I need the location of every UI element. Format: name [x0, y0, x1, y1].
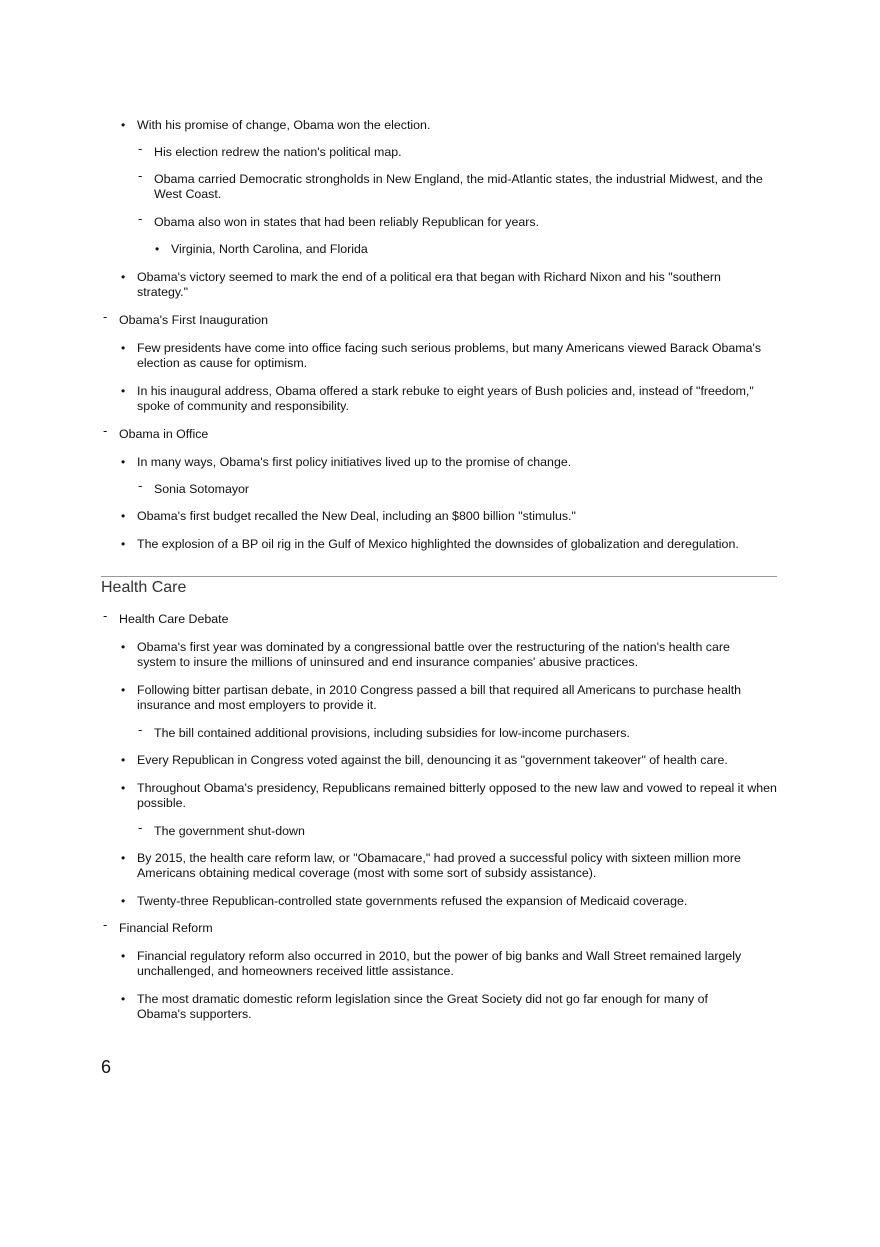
item-text: Financial regulatory reform also occurred in 2010, but the power of big banks and Wall Street remained largely unchallenged, and homeowners received little assistance. [137, 949, 742, 978]
outline-bullet-item [121, 341, 762, 371]
section-title: Health Care [101, 579, 187, 596]
outline-bullet-item [121, 753, 777, 768]
bullet-marker: • [121, 537, 126, 551]
item-text: The bill contained additional provisions, including subsidies for low-income purchasers. [154, 726, 630, 740]
outline-bullet-item [121, 781, 777, 811]
outline-dash-item [138, 168, 774, 202]
item-text: Virginia, North Carolina, and Florida [171, 242, 368, 256]
item-text: Financial Reform [119, 921, 213, 935]
dash-marker: - [138, 168, 143, 183]
item-text: Throughout Obama's presidency, Republicans remained bitterly opposed to the new law and vowed to repeal it when possible. [137, 781, 777, 810]
dash-marker: - [103, 917, 108, 932]
item-text: Obama's victory seemed to mark the end of a political era that began with Richard Nixon and his "southern strategy." [137, 270, 721, 299]
bullet-marker: • [121, 118, 126, 132]
item-text: Obama carried Democratic strongholds in New England, the mid-Atlantic states, the industrial Midwest, and the West Coast. [154, 172, 763, 201]
dash-marker: - [103, 309, 108, 324]
dash-marker: - [138, 478, 143, 493]
item-text: By 2015, the health care reform law, or "Obamacare," had proved a successful policy with sixteen million more Americans obtaining medical coverage (most with some sort of subsidy assistance). [137, 851, 741, 880]
bullet-marker: • [121, 894, 126, 908]
bullet-marker: • [121, 753, 126, 767]
outline-bullet-item [121, 851, 777, 881]
outline-dash-item [138, 820, 774, 839]
item-text: Few presidents have come into office facing such serious problems, but many Americans viewed Barack Obama's election as cause for optimism. [137, 341, 762, 370]
outline-bullet-item [121, 509, 777, 524]
item-text: Obama also won in states that had been reliably Republican for years. [154, 215, 540, 229]
outline-dash-item [138, 141, 774, 160]
outline-dash-item [138, 211, 774, 230]
bullet-marker: • [121, 270, 126, 284]
dash-marker: - [103, 423, 108, 438]
item-text: With his promise of change, Obama won the election. [137, 118, 431, 132]
outline-bullet-item [121, 894, 777, 909]
outline-bullet-item [121, 683, 777, 713]
dash-marker: - [138, 820, 143, 835]
page-number: 6 [101, 1057, 112, 1077]
outline-bullet-item [155, 242, 771, 257]
item-text: Every Republican in Congress voted against the bill, denouncing it as "government takeover" of health care. [137, 753, 728, 767]
item-text: Following bitter partisan debate, in 2010 Congress passed a bill that required all Americans to purchase health insurance and most employers to provide it. [137, 683, 742, 712]
outline-bullet-item [121, 992, 752, 1022]
bullet-marker: • [121, 509, 126, 523]
outline-dash-item [103, 423, 769, 442]
item-text: Sonia Sotomayor [154, 482, 250, 496]
bullet-marker: • [155, 242, 160, 256]
item-text: His election redrew the nation's political map. [154, 145, 402, 159]
outline-bullet-item [121, 384, 762, 414]
dash-marker: - [138, 141, 143, 156]
outline-bullet-item [121, 949, 777, 979]
outline-dash-item [138, 722, 774, 741]
outline-bullet-item [121, 640, 772, 670]
section-divider [101, 576, 777, 577]
bullet-marker: • [121, 851, 126, 865]
outline-dash-item [138, 478, 774, 497]
item-text: Obama's First Inauguration [119, 313, 269, 327]
item-text: In his inaugural address, Obama offered a stark rebuke to eight years of Bush policies and, instead of "freedom," spoke of community and responsibility. [137, 384, 754, 413]
bullet-marker: • [121, 949, 126, 963]
bullet-marker: • [121, 455, 126, 469]
dash-marker: - [138, 211, 143, 226]
outline-bullet-item [121, 455, 777, 470]
item-text: The explosion of a BP oil rig in the Gulf of Mexico highlighted the downsides of globalization and deregulation. [137, 537, 739, 551]
outline-dash-item [103, 608, 769, 627]
item-text: The government shut-down [154, 824, 305, 838]
bullet-marker: • [121, 384, 126, 398]
outline-bullet-item [121, 537, 797, 552]
item-text: Obama's first year was dominated by a congressional battle over the restructuring of the nation's health care system to insure the millions of uninsured and end insurance companies' abusive practices. [137, 640, 730, 669]
bullet-marker: • [121, 992, 126, 1006]
item-text: Health Care Debate [119, 612, 229, 626]
item-text: In many ways, Obama's first policy initiatives lived up to the promise of change. [137, 455, 572, 469]
bullet-marker: • [121, 781, 126, 795]
dash-marker: - [138, 722, 143, 737]
bullet-marker: • [121, 683, 126, 697]
outline-dash-item [103, 917, 769, 936]
outline-bullet-item [121, 270, 757, 300]
item-text: Twenty-three Republican-controlled state governments refused the expansion of Medicaid coverage. [137, 894, 688, 908]
dash-marker: - [103, 608, 108, 623]
bullet-marker: • [121, 341, 126, 355]
outline-dash-item [103, 309, 769, 328]
item-text: Obama's first budget recalled the New Deal, including an $800 billion "stimulus." [137, 509, 576, 523]
outline-bullet-item [121, 118, 777, 133]
bullet-marker: • [121, 640, 126, 654]
item-text: The most dramatic domestic reform legislation since the Great Society did not go far enough for many of Obama's supporters. [137, 992, 708, 1021]
item-text: Obama in Office [119, 427, 209, 441]
